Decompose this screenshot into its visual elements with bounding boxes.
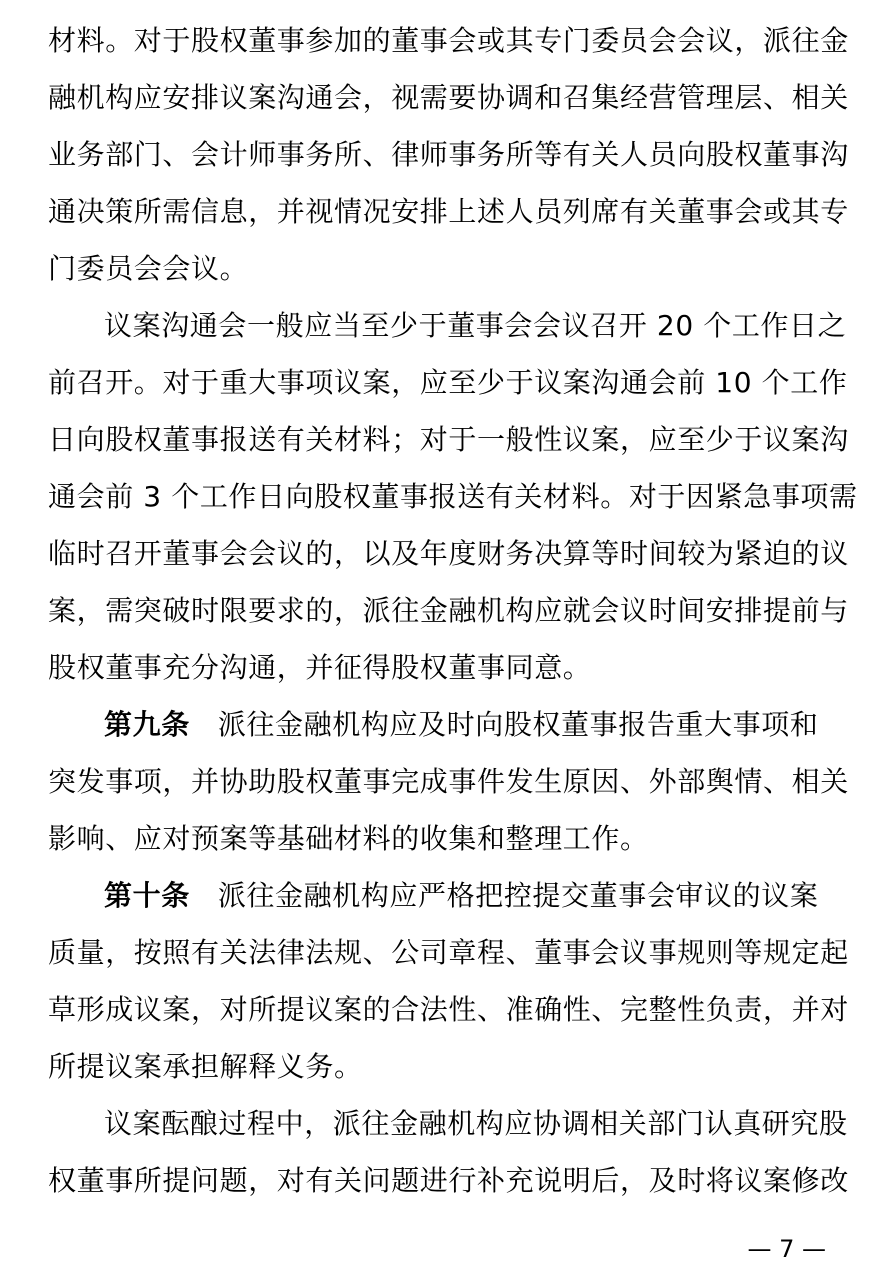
text-line: 通决策所需信息，并视情况安排上述人员列席有关董事会或其专 xyxy=(48,195,849,228)
article-text: 派往金融机构应及时向股权董事报告重大事项和 xyxy=(217,708,819,741)
text-line: 所提议案承担解释义务。 xyxy=(48,1050,363,1083)
text-line: 股权董事充分沟通，并征得股权董事同意。 xyxy=(48,651,592,684)
text-line: 突发事项，并协助股权董事完成事件发生原因、外部舆情、相关 xyxy=(48,765,849,798)
text-line: 日向股权董事报送有关材料；对于一般性议案，应至少于议案沟 xyxy=(48,423,849,456)
text-line: 质量，按照有关法律法规、公司章程、董事会议事规则等规定起 xyxy=(48,936,849,969)
text-line: 前召开。对于重大事项议案，应至少于议案沟通会前 10 个工作 xyxy=(48,366,848,399)
text-line: 议案沟通会一般应当至少于董事会会议召开 20 个工作日之 xyxy=(104,309,847,342)
text-line: 融机构应安排议案沟通会，视需要协调和召集经营管理层、相关 xyxy=(48,81,849,114)
text-line: 权董事所提问题，对有关问题进行补充说明后，及时将议案修改 xyxy=(48,1164,849,1197)
text-line: 通会前 3 个工作日向股权董事报送有关材料。对于因紧急事项需 xyxy=(48,480,858,513)
text-line: 案，需突破时限要求的，派往金融机构应就会议时间安排提前与 xyxy=(48,594,849,627)
text-line: 影响、应对预案等基础材料的收集和整理工作。 xyxy=(48,822,649,855)
article-number: 第十条 xyxy=(104,879,190,912)
article-number: 第九条 xyxy=(104,708,190,741)
text-line: 门委员会会议。 xyxy=(48,252,249,285)
text-line: 临时召开董事会会议的，以及年度财务决算等时间较为紧迫的议 xyxy=(48,537,849,570)
page-number: — 7 — xyxy=(747,1235,826,1263)
text-line: 业务部门、会计师事务所、律师事务所等有关人员向股权董事沟 xyxy=(48,138,849,171)
article-first-line xyxy=(104,705,838,745)
text-line: 草形成议案，对所提议案的合法性、准确性、完整性负责，并对 xyxy=(48,993,849,1026)
text-line: 材料。对于股权董事参加的董事会或其专门委员会会议，派往金 xyxy=(48,24,849,57)
text-line: 议案酝酿过程中，派往金融机构应协调相关部门认真研究股 xyxy=(104,1107,848,1140)
article-text: 派往金融机构应严格把控提交董事会审议的议案 xyxy=(217,879,819,912)
article-first-line xyxy=(104,876,838,916)
